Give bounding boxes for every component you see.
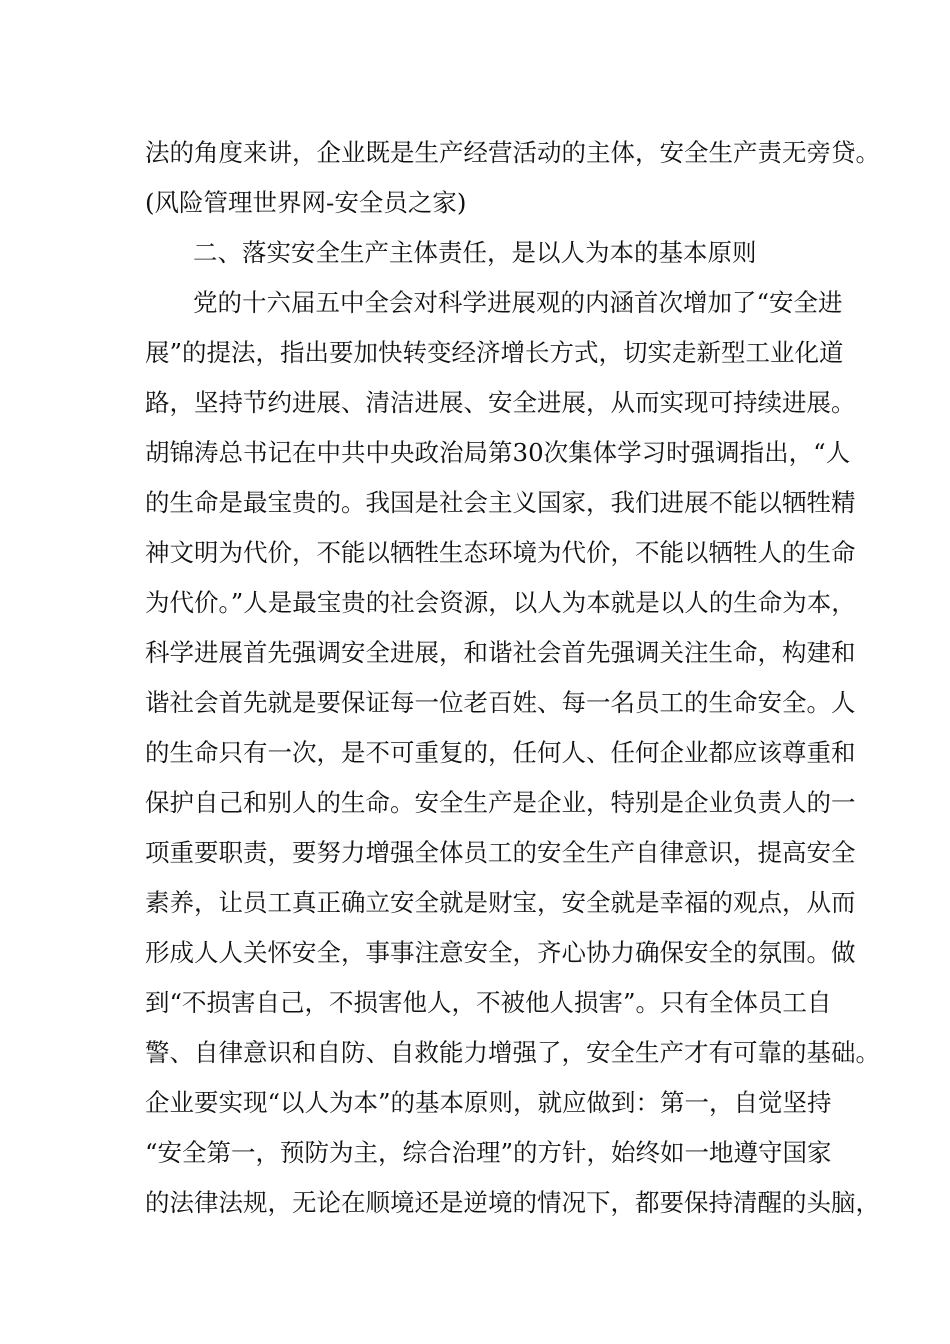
text-line: 到“不损害自己，不损害他人，不被他人损害”。只有全体员工自	[145, 988, 832, 1017]
text-line: 法的角度来讲，企业既是生产经营活动的主体，安全生产责无旁贷。	[145, 138, 880, 167]
text-line: 保护自己和别人的生命。安全生产是企业，特别是企业负责人的一	[145, 788, 856, 817]
text-line: 谐社会首先就是要保证每一位老百姓、每一名员工的生命安全。人	[145, 688, 856, 717]
text-line: 胡锦涛总书记在中共中央政治局第30次集体学习时强调指出，“人	[145, 438, 851, 467]
text-line: 形成人人关怀安全，事事注意安全，齐心协力确保安全的氛围。做	[145, 938, 856, 967]
text-line: 路，坚持节约进展、清洁进展、安全进展，从而实现可持续进展。	[145, 388, 856, 417]
text-line: 的生命只有一次，是不可重复的，任何人、任何企业都应该尊重和	[145, 738, 856, 767]
section-heading: 二、落实安全生产主体责任，是以人为本的基本原则	[193, 238, 757, 267]
text-line: 神文明为代价，不能以牺牲生态环境为代价，不能以牺牲人的生命	[145, 538, 856, 567]
text-line: (风险管理世界网-安全员之家)	[145, 188, 467, 217]
text-line: 科学进展首先强调安全进展，和谐社会首先强调关注生命，构建和	[145, 638, 856, 667]
text-line: 项重要职责，要努力增强全体员工的安全生产自律意识，提高安全	[145, 838, 856, 867]
text-line: 企业要实现“以人为本”的基本原则，就应做到：第一，自觉坚持	[145, 1088, 832, 1117]
text-line: 警、自律意识和自防、自救能力增强了，安全生产才有可靠的基础。	[145, 1038, 880, 1067]
text-line: 素养，让员工真正确立安全就是财宝，安全就是幸福的观点，从而	[145, 888, 856, 917]
text-line: 的生命是最宝贵的。我国是社会主义国家，我们进展不能以牺牲精	[145, 488, 856, 517]
text-line: 党的十六届五中全会对科学进展观的内涵首次增加了“安全进	[193, 288, 843, 317]
body-text	[145, 128, 880, 1228]
text-line: 的法律法规，无论在顺境还是逆境的情况下，都要保持清醒的头脑，	[145, 1188, 880, 1217]
text-line: 展”的提法，指出要加快转变经济增长方式，切实走新型工业化道	[145, 338, 844, 367]
text-line: “安全第一，预防为主，综合治理”的方针，始终如一地遵守国家	[145, 1138, 832, 1167]
text-line: 为代价。”人是最宝贵的社会资源，以人为本就是以人的生命为本，	[145, 588, 856, 617]
